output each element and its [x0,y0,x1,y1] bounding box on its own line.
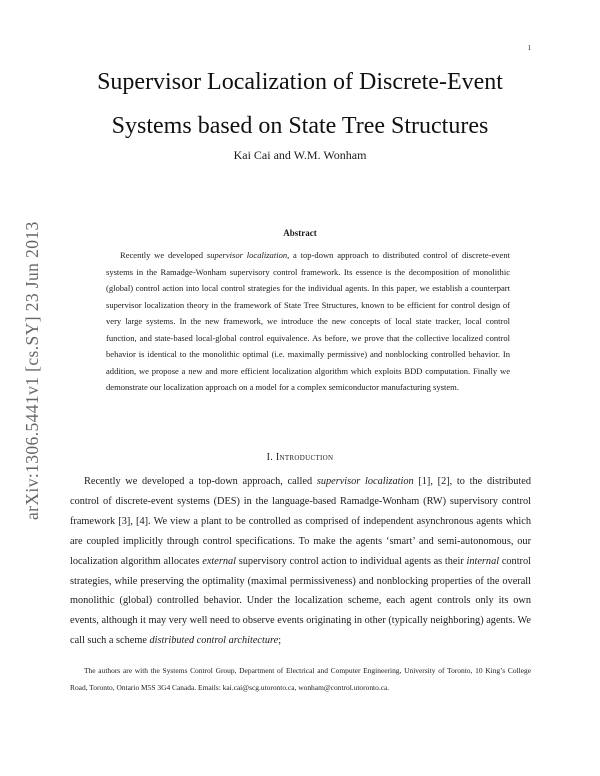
intro-text: control strategies, while preserving the optimality (maximal permissiveness) and nonblocking properties of the overall monolithic (global) controlled behavior. Under the localization scheme, each agent controls only its own events, although it may very well need to observe events originating in other (typically neighboring) agents. We call such a scheme [70,555,531,647]
section-number: I. [266,452,274,463]
abstract-text: Recently we developed [120,250,207,260]
abstract-emphasis: supervisor localization [206,250,288,260]
introduction-paragraph [70,472,531,651]
intro-emphasis: internal [466,555,500,567]
paper-title [60,60,540,148]
footnote-divider [70,651,531,652]
title-line-2: Systems based on State Tree Structures [111,113,489,139]
arxiv-stamp: arXiv:1306.5441v1 [cs.SY] 23 Jun 2013 [22,221,42,520]
author-footnote: The authors are with the Systems Control Group, Department of Electrical and Computer Engineering, University of Toronto, 10 King’s College Road, Toronto, Ontario M5S 3G4 Canada. Emails: kai.cai@scg.utoronto.ca, wonham@control.utoronto.ca. [70,666,531,692]
abstract-body [106,247,510,396]
intro-emphasis: external [202,555,237,567]
intro-text: ; [278,635,282,647]
intro-text: [1], [2], to the distributed control of discrete-event systems (DES) in the language-based Ramadge-Wonham (RW) supervisory control framework [3], [4]. We view a plant to be controlled as comprised of independent asynchronous agents which are coupled implicitly through control specifications. To make the agents ‘smart’ and semi-autonomous, our localization algorithm allocates [70,476,531,567]
intro-text: supervisory control action to individual agents as their [236,555,467,567]
intro-emphasis: supervisor localization [316,476,414,487]
authors: Kai Cai and W.M. Wonham [233,148,367,162]
intro-emphasis: distributed control architecture [149,635,279,647]
abstract-text: , a top-down approach to distributed control of discrete-event systems in the Ramadge-Wonham supervisory control framework. Its essence is the decomposition of monolithic (global) control action into local control strategies for the individual agents. In this paper, we establish a counterpart supervisor localization theory in the framework of State Tree Structures, known to be efficient for control design of very large systems. In the new framework, we introduce the new concepts of local state tracker, local control function, and state-based local-global control equivalence. As before, we prove that the collective localized control behavior is identical to the monolithic optimal (i.e. maximally permissive) and nonblocking controlled behavior. In addition, we propose a new and more efficient localization algorithm which exploits BDD computation. Finally we demonstrate our localization approach on a model for a complex semiconductor manufacturing system. [106,250,510,393]
section-heading [60,452,540,463]
abstract-heading: Abstract [283,228,317,238]
page-number: 1 [527,44,531,52]
section-title: Introduction [275,452,334,463]
title-line-1: Supervisor Localization of Discrete-Event [97,69,503,95]
intro-text: Recently we developed a top-down approach, called [84,476,317,487]
